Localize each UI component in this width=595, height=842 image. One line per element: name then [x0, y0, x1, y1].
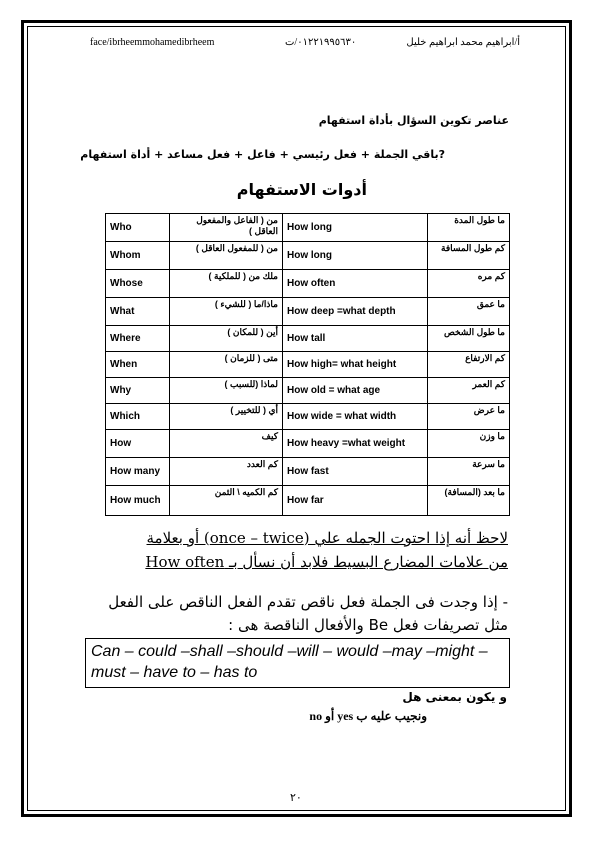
how-phrase-cell: How deep =what depth — [283, 298, 428, 326]
question-word-cell: How — [106, 430, 170, 458]
how-phrase-cell: How high= what height — [283, 352, 428, 378]
arabic-meaning-cell: كم العمر — [428, 378, 510, 404]
arabic-meaning-cell: كم طول المسافة — [428, 242, 510, 270]
arabic-meaning-cell: ما طول المدة — [428, 214, 510, 242]
modal-intro-line-2: مثل تصريفات فعل Be والأفعال الناقصة هى : — [228, 616, 508, 634]
table-title: أدوات الاستفهام — [236, 180, 367, 199]
table-row — [106, 486, 510, 516]
question-word-cell: How much — [106, 486, 170, 516]
how-phrase-cell: How long — [283, 242, 428, 270]
how-phrase-cell: How far — [283, 486, 428, 516]
note-line-1: لاحظ أنه إذا احتوت الجمله علي (once – twice) أو بعلامة — [146, 529, 508, 547]
arabic-meaning-cell: ما وزن — [428, 430, 510, 458]
phone-number: ٠١٢٢١٩٩٥٦٣٠/ت — [285, 37, 357, 48]
question-word-cell: When — [106, 352, 170, 378]
table-row — [106, 458, 510, 486]
arabic-meaning-cell: ملك من ( للملكية ) — [170, 270, 283, 298]
arabic-meaning-cell: كيف — [170, 430, 283, 458]
question-formula: ?باقي الجملة + فعل رئيسي + فاعل + فعل مساعد + أداة استفهام — [80, 148, 445, 161]
arabic-meaning-cell: أين ( للمكان ) — [170, 326, 283, 352]
question-word-cell: Which — [106, 404, 170, 430]
table-row — [106, 214, 510, 242]
table-row — [106, 242, 510, 270]
modal-verbs-list: Can – could –shall –should –will – would –may –might – must – have to – has to — [91, 643, 488, 681]
question-word-cell: Whom — [106, 242, 170, 270]
arabic-meaning-cell: ما عرض — [428, 404, 510, 430]
how-phrase-cell: How fast — [283, 458, 428, 486]
section-title: عناصر تكوين السؤال بأداة استفهام — [318, 114, 509, 127]
modal-verbs-box — [85, 638, 510, 688]
table-row — [106, 270, 510, 298]
question-word-cell: How many — [106, 458, 170, 486]
facebook-handle: face/ibrheemmohamedibrheem — [90, 37, 215, 48]
table-row — [106, 404, 510, 430]
note-line-2: من علامات المضارع البسيط فلابد أن نسأل بـ How often — [145, 553, 508, 571]
arabic-meaning-cell: كم الارتفاع — [428, 352, 510, 378]
arabic-meaning-cell: ماذا/ما ( للشيء ) — [170, 298, 283, 326]
arabic-meaning-cell: لماذا (للسبب ) — [170, 378, 283, 404]
question-words-table — [105, 213, 510, 516]
table-row — [106, 430, 510, 458]
table-row — [106, 378, 510, 404]
arabic-meaning-cell: كم العدد — [170, 458, 283, 486]
arabic-meaning-cell: كم الكميه \ الثمن — [170, 486, 283, 516]
how-phrase-cell: How heavy =what weight — [283, 430, 428, 458]
how-phrase-cell: How long — [283, 214, 428, 242]
how-phrase-cell: How often — [283, 270, 428, 298]
arabic-meaning-cell: متى ( للزمان ) — [170, 352, 283, 378]
how-phrase-cell: How wide = what width — [283, 404, 428, 430]
question-word-cell: Who — [106, 214, 170, 242]
arabic-meaning-cell: ما سرعة — [428, 458, 510, 486]
author-name: أ/ابراهيم محمد ابراهيم خليل — [406, 37, 520, 48]
page-number: ٢٠ — [290, 791, 302, 804]
arabic-meaning-cell: كم مره — [428, 270, 510, 298]
arabic-meaning-cell: من ( الفاعل والمفعول العاقل ) — [170, 214, 283, 242]
how-phrase-cell: How tall — [283, 326, 428, 352]
answer-line-2: ونجيب عليه ب yes أو no — [309, 709, 427, 723]
question-word-cell: What — [106, 298, 170, 326]
question-word-cell: Whose — [106, 270, 170, 298]
modal-intro-line-1: - إذا وجدت فى الجملة فعل ناقص تقدم الفعل الناقص على الفعل — [108, 593, 508, 611]
table-row — [106, 298, 510, 326]
table-row — [106, 326, 510, 352]
arabic-meaning-cell: ما بعد (المسافة) — [428, 486, 510, 516]
arabic-meaning-cell: أي ( للتخيير ) — [170, 404, 283, 430]
how-phrase-cell: How old = what age — [283, 378, 428, 404]
arabic-meaning-cell: ما عمق — [428, 298, 510, 326]
arabic-meaning-cell: ما طول الشخص — [428, 326, 510, 352]
question-word-cell: Why — [106, 378, 170, 404]
table-row — [106, 352, 510, 378]
question-word-cell: Where — [106, 326, 170, 352]
arabic-meaning-cell: من ( للمفعول العاقل ) — [170, 242, 283, 270]
answer-line-1: و يكون بمعنى هل — [402, 690, 507, 704]
